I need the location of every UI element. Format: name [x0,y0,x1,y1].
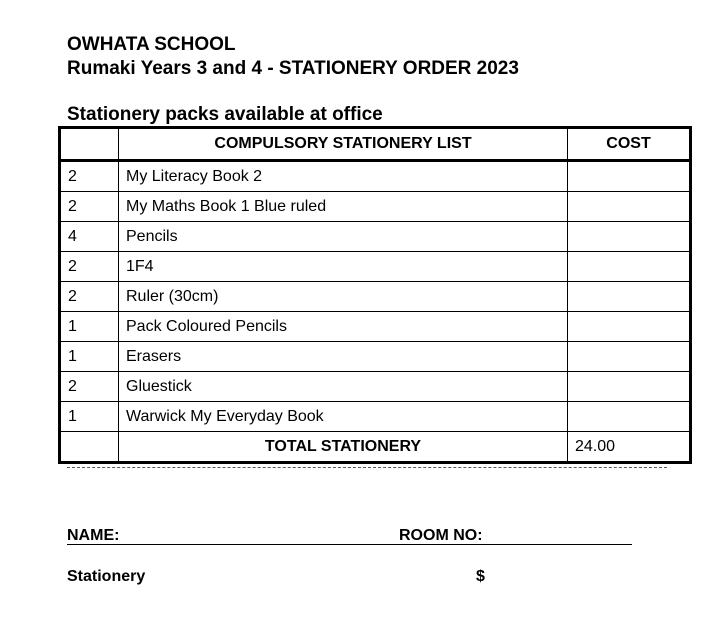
table-row [60,252,691,282]
room-number-field[interactable] [394,544,632,545]
currency-symbol: $ [476,568,485,585]
qty-cell: 2 [60,161,119,192]
table-row [60,402,691,432]
cost-cell[interactable] [568,402,691,432]
cut-line-divider [67,467,667,468]
total-qty-cell [60,432,119,463]
qty-cell: 2 [60,192,119,222]
cost-cell[interactable] [568,282,691,312]
cost-column-header: COST [568,128,691,161]
table-row [60,372,691,402]
table-header-row [60,128,691,161]
qty-cell: 4 [60,222,119,252]
table-row [60,342,691,372]
qty-cell: 2 [60,282,119,312]
room-number-label: ROOM NO: [399,527,483,544]
item-cell: My Maths Book 1 Blue ruled [119,192,568,222]
school-name: OWHATA SCHOOL [67,34,236,55]
cost-cell[interactable] [568,192,691,222]
qty-cell: 2 [60,252,119,282]
total-value: 24.00 [568,432,691,463]
item-cell: My Literacy Book 2 [119,161,568,192]
table-row [60,312,691,342]
item-column-header: COMPULSORY STATIONERY LIST [119,128,568,161]
table-row [60,192,691,222]
table-row [60,282,691,312]
table-row [60,222,691,252]
name-label: NAME: [67,527,120,544]
stationery-label: Stationery [67,568,146,585]
qty-cell: 1 [60,312,119,342]
item-cell: Ruler (30cm) [119,282,568,312]
cost-cell[interactable] [568,312,691,342]
table-row [60,161,691,192]
cost-cell[interactable] [568,342,691,372]
item-cell: Pencils [119,222,568,252]
qty-cell: 1 [60,402,119,432]
qty-cell: 1 [60,342,119,372]
item-cell: Gluestick [119,372,568,402]
stationery-table [58,126,692,464]
item-cell: Warwick My Everyday Book [119,402,568,432]
packs-availability-note: Stationery packs available at office [67,104,383,125]
cost-cell[interactable] [568,252,691,282]
total-label: TOTAL STATIONERY [119,432,568,463]
total-row [60,432,691,463]
qty-cell: 2 [60,372,119,402]
cost-cell[interactable] [568,222,691,252]
qty-column-header [60,128,119,161]
cost-cell[interactable] [568,161,691,192]
item-cell: Erasers [119,342,568,372]
cost-cell[interactable] [568,372,691,402]
name-field[interactable] [67,544,394,545]
item-cell: 1F4 [119,252,568,282]
order-title: Rumaki Years 3 and 4 - STATIONERY ORDER 2023 [67,58,519,79]
item-cell: Pack Coloured Pencils [119,312,568,342]
